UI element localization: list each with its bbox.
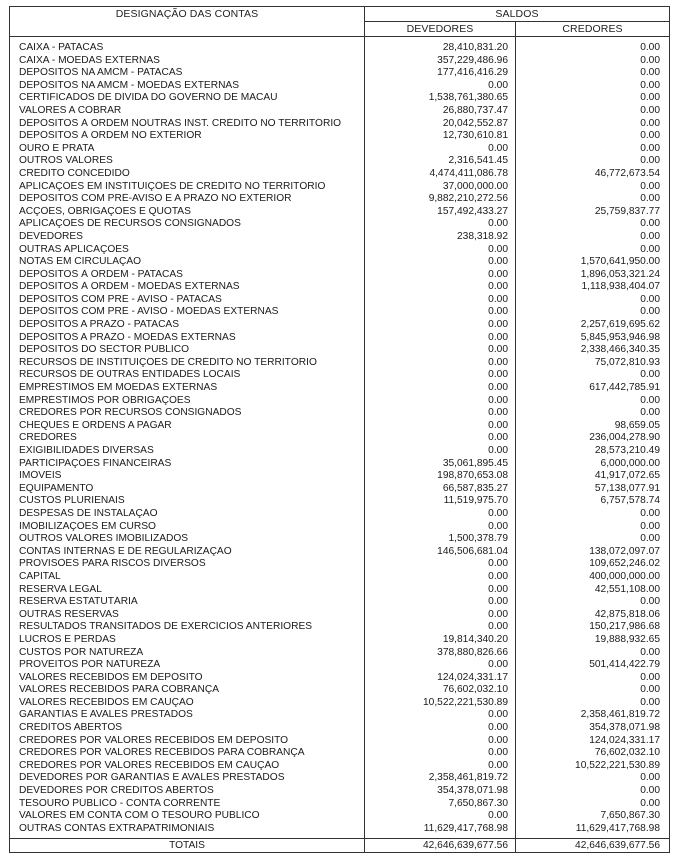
account-row [10,458,670,471]
account-name: VALORES EM CONTA COM O TESOURO PÚBLICO [10,810,365,823]
credores-value: 109,652,246.02 [516,558,670,571]
header-row-1 [10,7,670,22]
account-name: DEPÓSITOS A PRAZO - MOEDAS EXTERNAS [10,332,365,345]
devedores-value: 0.00 [365,407,516,420]
account-row [10,92,670,105]
credores-value: 11,629,417,768.98 [516,823,670,839]
devedores-value: 0.00 [365,571,516,584]
account-name: DEPÓSITOS À ORDEM - PATACAS [10,269,365,282]
account-row [10,798,670,811]
account-row [10,319,670,332]
devedores-value: 1,538,761,380.65 [365,92,516,105]
account-name: EXIGIBILIDADES DIVERSAS [10,445,365,458]
account-row [10,533,670,546]
account-row [10,508,670,521]
credores-value: 138,072,097.07 [516,546,670,559]
designation-header: DESIGNAÇÃO DAS CONTAS [10,7,365,37]
account-row [10,546,670,559]
credores-value: 10,522,221,530.89 [516,760,670,773]
credores-value: 0.00 [516,193,670,206]
devedores-value: 0.00 [365,143,516,156]
devedores-value: 0.00 [365,432,516,445]
account-row [10,621,670,634]
balance-sheet [9,6,669,853]
account-name: RESERVA LEGAL [10,584,365,597]
account-name: EQUIPAMENTO [10,483,365,496]
account-name: RECURSOS DE INSTITUIÇÕES DE CRÉDITO NO TERRITÓRIO [10,357,365,370]
devedores-value: 0.00 [365,760,516,773]
account-name: VALORES A COBRAR [10,105,365,118]
credores-value: 0.00 [516,37,670,55]
accounts-body [10,37,670,839]
devedores-value: 0.00 [365,80,516,93]
account-row [10,105,670,118]
devedores-value: 177,416,416.29 [365,67,516,80]
account-row [10,760,670,773]
account-row [10,407,670,420]
account-name: CRÉDITO CONCEDIDO [10,168,365,181]
credores-value: 1,570,641,950.00 [516,256,670,269]
devedores-value: 0.00 [365,584,516,597]
account-name: APLICAÇÕES DE RECURSOS CONSIGNADOS [10,218,365,231]
account-row [10,571,670,584]
devedores-value: 0.00 [365,709,516,722]
account-row [10,130,670,143]
credores-value: 28,573,210.49 [516,445,670,458]
account-row [10,55,670,68]
devedores-value: 0.00 [365,521,516,534]
account-row [10,143,670,156]
account-name: PROVEITOS POR NATUREZA [10,659,365,672]
account-name: DEPÓSITOS A PRAZO - PATACAS [10,319,365,332]
credores-value: 0.00 [516,218,670,231]
devedores-value: 0.00 [365,810,516,823]
devedores-value: 4,474,411,086.78 [365,168,516,181]
account-name: CONTAS INTERNAS E DE REGULARIZAÇÃO [10,546,365,559]
account-row [10,80,670,93]
credores-value: 0.00 [516,105,670,118]
credores-value: 2,338,466,340.35 [516,344,670,357]
devedores-value: 0.00 [365,332,516,345]
account-row [10,206,670,219]
credores-value: 0.00 [516,67,670,80]
account-row [10,445,670,458]
account-name: VALORES RECEBIDOS PARA COBRANÇA [10,684,365,697]
credores-value: 2,358,461,819.72 [516,709,670,722]
account-row [10,395,670,408]
account-row [10,596,670,609]
account-name: OUTROS VALORES IMOBILIZADOS [10,533,365,546]
account-name: CAIXA - MOEDAS EXTERNAS [10,55,365,68]
devedores-value: 0.00 [365,445,516,458]
account-row [10,672,670,685]
devedores-value: 35,061,895.45 [365,458,516,471]
account-row [10,697,670,710]
account-name: PROVISÕES PARA RISCOS DIVERSOS [10,558,365,571]
account-name: DEPÓSITOS NA AMCM - MOEDAS EXTERNAS [10,80,365,93]
credores-value: 76,602,032.10 [516,747,670,760]
credores-value: 1,896,053,321.24 [516,269,670,282]
devedores-value: 0.00 [365,269,516,282]
credores-value: 0.00 [516,369,670,382]
credores-value: 1,118,938,404.07 [516,281,670,294]
account-name: DEPÓSITOS À ORDEM - MOEDAS EXTERNAS [10,281,365,294]
account-row [10,193,670,206]
account-row [10,647,670,660]
devedores-value: 0.00 [365,306,516,319]
devedores-value: 0.00 [365,609,516,622]
account-row [10,772,670,785]
credores-value: 2,257,619,695.62 [516,319,670,332]
account-name: APLICAÇÕES EM INSTITUIÇÕES DE CRÉDITO NO TERRITÓRIO [10,181,365,194]
devedores-value: 378,880,826.66 [365,647,516,660]
account-name: VALORES RECEBIDOS EM CAUÇÃO [10,697,365,710]
devedores-value: 0.00 [365,382,516,395]
totals-credores: 42,646,639,677.56 [516,839,670,853]
devedores-value: 0.00 [365,256,516,269]
account-row [10,382,670,395]
account-row [10,168,670,181]
devedores-value: 0.00 [365,621,516,634]
credores-value: 0.00 [516,181,670,194]
credores-value: 0.00 [516,395,670,408]
account-row [10,709,670,722]
account-name: IMÓVEIS [10,470,365,483]
account-name: OUTRAS CONTAS EXTRAPATRIMONIAIS [10,823,365,839]
account-row [10,269,670,282]
account-name: DEPÓSITOS COM PRÉ-AVISO E A PRAZO NO EXTERIOR [10,193,365,206]
credores-value: 617,442,785.91 [516,382,670,395]
credores-value: 0.00 [516,596,670,609]
account-name: CERTIFICADOS DE DÍVIDA DO GOVERNO DE MACAU [10,92,365,105]
devedores-value: 354,378,071.98 [365,785,516,798]
devedores-value: 0.00 [365,369,516,382]
devedores-value: 0.00 [365,558,516,571]
account-row [10,118,670,131]
credores-value: 0.00 [516,407,670,420]
account-row [10,684,670,697]
devedores-value: 0.00 [365,659,516,672]
devedores-value: 0.00 [365,344,516,357]
credores-value: 6,000,000.00 [516,458,670,471]
account-name: CRÉDITOS ABERTOS [10,722,365,735]
devedores-value: 0.00 [365,735,516,748]
account-name: RECURSOS DE OUTRAS ENTIDADES LOCAIS [10,369,365,382]
account-row [10,231,670,244]
account-row [10,722,670,735]
account-name: PARTICIPAÇÕES FINANCEIRAS [10,458,365,471]
devedores-value: 0.00 [365,722,516,735]
devedores-value: 146,506,681.04 [365,546,516,559]
credores-value: 0.00 [516,772,670,785]
credores-value: 42,875,818.06 [516,609,670,622]
devedores-value: 0.00 [365,747,516,760]
account-row [10,294,670,307]
account-row [10,810,670,823]
totals-label: TOTAIS [10,839,365,853]
account-row [10,747,670,760]
credores-header: CREDORES [516,22,670,37]
credores-value: 0.00 [516,55,670,68]
credores-value: 124,024,331.17 [516,735,670,748]
devedores-value: 20,042,552.87 [365,118,516,131]
account-row [10,244,670,257]
account-name: RESULTADOS TRANSITADOS DE EXERCÍCIOS ANTERIORES [10,621,365,634]
account-name: OUTRAS RESERVAS [10,609,365,622]
account-name: CREDORES [10,432,365,445]
account-name: OUTROS VALORES [10,155,365,168]
account-row [10,521,670,534]
credores-value: 0.00 [516,155,670,168]
credores-value: 46,772,673.54 [516,168,670,181]
credores-value: 0.00 [516,130,670,143]
credores-value: 0.00 [516,118,670,131]
devedores-value: 0.00 [365,218,516,231]
account-row [10,584,670,597]
devedores-value: 0.00 [365,357,516,370]
account-row [10,369,670,382]
credores-value: 400,000,000.00 [516,571,670,584]
account-name: LUCROS E PERDAS [10,634,365,647]
devedores-value: 2,358,461,819.72 [365,772,516,785]
credores-value: 0.00 [516,92,670,105]
credores-value: 75,072,810.93 [516,357,670,370]
account-name: CREDORES POR VALORES RECEBIDOS EM CAUÇÃO [10,760,365,773]
devedores-value: 76,602,032.10 [365,684,516,697]
account-row [10,495,670,508]
account-name: DEVEDORES POR GARANTIAS E AVALES PRESTADOS [10,772,365,785]
credores-value: 19,888,932.65 [516,634,670,647]
account-name: EMPRÉSTIMOS EM MOEDAS EXTERNAS [10,382,365,395]
account-name: TESOURO PÚBLICO - CONTA CORRENTE [10,798,365,811]
credores-value: 501,414,422.79 [516,659,670,672]
credores-value: 0.00 [516,785,670,798]
devedores-value: 0.00 [365,244,516,257]
credores-value: 0.00 [516,533,670,546]
devedores-value: 0.00 [365,596,516,609]
account-row [10,37,670,55]
account-name: DEPÓSITOS COM PRÉ - AVISO - MOEDAS EXTERNAS [10,306,365,319]
devedores-value: 11,519,975.70 [365,495,516,508]
account-name: NOTAS EM CIRCULAÇÃO [10,256,365,269]
account-name: CREDORES POR RECURSOS CONSIGNADOS [10,407,365,420]
credores-value: 150,217,986.68 [516,621,670,634]
credores-value: 57,138,077.91 [516,483,670,496]
devedores-value: 12,730,610.81 [365,130,516,143]
accounts-table [9,6,670,853]
devedores-value: 2,316,541.45 [365,155,516,168]
account-name: VALORES RECEBIDOS EM DEPÓSITO [10,672,365,685]
account-name: DEPÓSITOS DO SECTOR PÚBLICO [10,344,365,357]
account-name: CHEQUES E ORDENS A PAGAR [10,420,365,433]
account-name: DEPÓSITOS COM PRÉ - AVISO - PATACAS [10,294,365,307]
credores-value: 5,845,953,946.98 [516,332,670,345]
devedores-value: 7,650,867.30 [365,798,516,811]
account-name: EMPRÉSTIMOS POR OBRIGAÇÕES [10,395,365,408]
devedores-value: 0.00 [365,420,516,433]
devedores-value: 28,410,831.20 [365,37,516,55]
account-row [10,181,670,194]
credores-value: 0.00 [516,244,670,257]
account-row [10,432,670,445]
credores-value: 25,759,837.77 [516,206,670,219]
account-row [10,332,670,345]
devedores-value: 238,318.92 [365,231,516,244]
credores-value: 0.00 [516,294,670,307]
account-row [10,420,670,433]
account-name: CREDORES POR VALORES RECEBIDOS EM DEPÓSITO [10,735,365,748]
account-name: DEVEDORES POR CRÉDITOS ABERTOS [10,785,365,798]
account-row [10,256,670,269]
devedores-value: 26,880,737.47 [365,105,516,118]
account-name: CUSTOS POR NATUREZA [10,647,365,660]
account-name: GARANTIAS E AVALES PRESTADOS [10,709,365,722]
account-name: DEVEDORES [10,231,365,244]
account-row [10,67,670,80]
credores-value: 0.00 [516,231,670,244]
account-name: RESERVA ESTATUTÁRIA [10,596,365,609]
account-name: CREDORES POR VALORES RECEBIDOS PARA COBRANÇA [10,747,365,760]
credores-value: 0.00 [516,521,670,534]
devedores-value: 10,522,221,530.89 [365,697,516,710]
devedores-value: 124,024,331.17 [365,672,516,685]
devedores-value: 37,000,000.00 [365,181,516,194]
credores-value: 0.00 [516,798,670,811]
account-row [10,823,670,839]
devedores-value: 198,870,653.08 [365,470,516,483]
credores-value: 354,378,071.98 [516,722,670,735]
account-row [10,281,670,294]
credores-value: 0.00 [516,697,670,710]
credores-value: 0.00 [516,647,670,660]
account-row [10,558,670,571]
totals-devedores: 42,646,639,677.56 [365,839,516,853]
account-row [10,218,670,231]
account-row [10,659,670,672]
account-name: CAPITAL [10,571,365,584]
devedores-value: 0.00 [365,395,516,408]
account-name: DEPÓSITOS NA AMCM - PATACAS [10,67,365,80]
account-name: DESPESAS DE INSTALAÇÃO [10,508,365,521]
devedores-value: 0.00 [365,508,516,521]
account-row [10,609,670,622]
devedores-value: 0.00 [365,294,516,307]
account-name: IMOBILIZAÇÕES EM CURSO [10,521,365,534]
credores-value: 98,659.05 [516,420,670,433]
account-row [10,344,670,357]
devedores-value: 19,814,340.20 [365,634,516,647]
totals-row [10,839,670,853]
account-name: ACÇÕES, OBRIGAÇÕES E QUOTAS [10,206,365,219]
account-row [10,785,670,798]
credores-value: 236,004,278.90 [516,432,670,445]
account-row [10,634,670,647]
credores-value: 0.00 [516,684,670,697]
saldos-header: SALDOS [365,7,670,22]
credores-value: 42,551,108.00 [516,584,670,597]
credores-value: 41,917,072.65 [516,470,670,483]
credores-value: 0.00 [516,143,670,156]
account-row [10,155,670,168]
credores-value: 0.00 [516,80,670,93]
account-row [10,306,670,319]
devedores-value: 357,229,486.96 [365,55,516,68]
account-row [10,483,670,496]
account-row [10,735,670,748]
devedores-value: 11,629,417,768.98 [365,823,516,839]
credores-value: 7,650,867.30 [516,810,670,823]
devedores-value: 1,500,378.79 [365,533,516,546]
devedores-value: 157,492,433.27 [365,206,516,219]
devedores-header: DEVEDORES [365,22,516,37]
credores-value: 6,757,578.74 [516,495,670,508]
credores-value: 0.00 [516,672,670,685]
credores-value: 0.00 [516,306,670,319]
account-name: OURO E PRATA [10,143,365,156]
account-row [10,470,670,483]
account-name: CUSTOS PLURIENAIS [10,495,365,508]
account-name: CAIXA - PATACAS [10,37,365,55]
account-name: OUTRAS APLICAÇÕES [10,244,365,257]
account-name: DEPÓSITOS À ORDEM NO EXTERIOR [10,130,365,143]
devedores-value: 66,587,835.27 [365,483,516,496]
account-name: DEPÓSITOS À ORDEM NOUTRAS INST. CRÉDITO NO TERRITÓRIO [10,118,365,131]
credores-value: 0.00 [516,508,670,521]
devedores-value: 9,882,210,272.56 [365,193,516,206]
devedores-value: 0.00 [365,281,516,294]
account-row [10,357,670,370]
devedores-value: 0.00 [365,319,516,332]
